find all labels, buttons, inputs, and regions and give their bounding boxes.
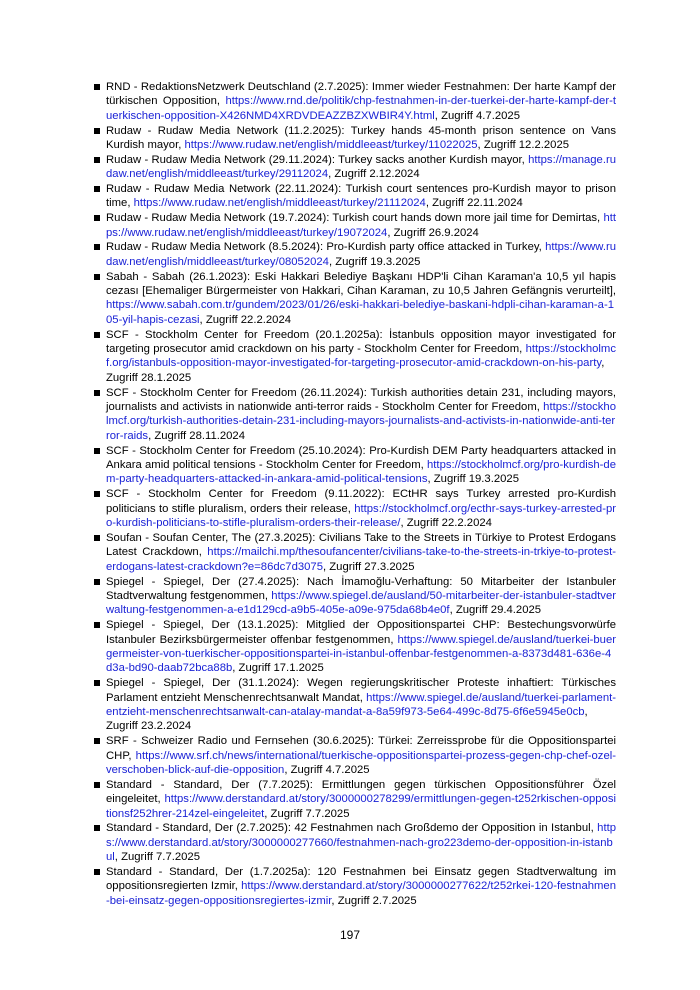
reference-item: RND - RedaktionsNetzwerk Deutschland (2.7.2025): Immer wieder Festnahmen: Der harte Kampf der türkischen Opposition, https://www.rnd.de/politik/chp-festnahmen-in-der-tuerkei-der-harte-kampf-der-tuerkischen-opposition-X426NMD4XRDVDEAZZBZXWBIR4Y.html, Zugriff 4.7.2025 [94,80,616,123]
reference-item: Spiegel - Spiegel, Der (13.1.2025): Mitglied der Oppositionspartei CHP: Bestechungsvorwürfe Istanbuler Bezirksbürgermeister offenbar festgenommen, https://www.spiegel.de/ausland/tuerkei-buergermeister-von-tuerkischer-oppositionspartei-in-istanbul-offenbar-festgenommen-a-8373d481-636e-4d3a-bd90-daab72bca88b, Zugriff 17.1.2025 [94,618,616,676]
bullet-icon [94,622,100,628]
reference-link[interactable]: https://www.derstandard.at/story/3000000278299/ermittlungen-gegen-t252rkischen-oppositionsf252hrer-214zel-eingeleitet [106,793,616,820]
access-date: Zugriff 22.2.2024 [205,313,292,326]
access-date: Zugriff 7.7.2025 [121,851,201,864]
reference-link[interactable]: https://stockholmcf.org/turkish-authorities-detain-231-including-mayors-journalists-and-activists-in-nationwide-anti-terror-raids [106,401,616,442]
reference-text: Rudaw - Rudaw Media Network (29.11.2024): Turkey sacks another Kurdish mayor, [106,153,525,166]
access-date: Zugriff 28.1.2025 [106,371,192,384]
reference-link[interactable]: https://manage.rudaw.net/english/middleeast/turkey/29112024 [106,153,617,181]
reference-item: Sabah - Sabah (26.1.2023): Eski Hakkari Belediye Başkanı HDP'li Cihan Karaman'a 10,5 yıl hapis cezası [Ehemaliger Bürgermeister von Hakkari, Cihan Karaman, zu 10,5 Jahren Gefängnis verurteilt], https://www.sabah.com.tr/gundem/2023/01/26/eski-hakkari-belediye-baskani-hdpli-cihan-karaman-a-105-yil-hapis-cezasi, Zugriff 22.2.2024 [94,270,616,328]
reference-link[interactable]: https://www.rudaw.net/english/middleeast/turkey/08052024 [106,241,617,268]
reference-link[interactable]: https://www.rudaw.net/english/middleeast/turkey/21112024 [133,197,426,210]
reference-item: SCF - Stockholm Center for Freedom (25.10.2024): Pro-Kurdish DEM Party headquarters attacked in Ankara amid political tensions - Stockholm Center for Freedom, https://stockholmcf.org/pro-kurdish-dem-party-headquarters-attacked-in-ankara-amid-political-tensions, Zugriff 19.3.2025 [94,444,616,487]
access-date: Zugriff 22.11.2024 [432,197,523,210]
reference-text: Standard - Standard, Der (1.7.2025a): 120 Festnahmen bei Einsatz gegen Stadtverwaltung im oppositionsregierten Izmir, [106,865,616,893]
reference-item: SCF - Stockholm Center for Freedom (20.1.2025a): İstanbuls opposition mayor investigated for targeting prosecutor amid crackdown on his party - Stockholm Center for Freedom, https://stockholmcf.org/istanbuls-opposition-mayor-investigated-for-targeting-prosecutor-amid-crackdown-on-his-party, Zugriff 28.1.2025 [94,328,616,386]
access-date: Zugriff 23.2.2024 [106,720,192,733]
bullet-icon [94,579,100,585]
reference-item: Standard - Standard, Der (7.7.2025): Ermittlungen gegen türkischen Oppositionsführer Özel eingeleitet, https://www.derstandard.at/story/3000000278299/ermittlungen-gegen-t252rkischen-oppositionsf252hrer-214zel-eingeleitet, Zugriff 7.7.2025 [94,778,616,821]
reference-link[interactable]: https://www.rudaw.net/english/middleeast/turkey/11022025 [184,139,478,152]
reference-text: SCF - Stockholm Center for Freedom (9.11.2022): ECtHR says Turkey arrested pro-Kurdish politicians to stifle pluralism, orders their release, [106,488,616,515]
reference-link[interactable]: https://www.sabah.com.tr/gundem/2023/01/26/eski-hakkari-belediye-baskani-hdpli-cihan-karaman-a-105-yil-hapis-cezasi [106,299,614,326]
reference-text: SCF - Stockholm Center for Freedom (25.10.2024): Pro-Kurdish DEM Party headquarters attacked in Ankara amid political tensions - Stockholm Center for Freedom, [106,444,616,472]
access-date: Zugriff 28.11.2024 [154,429,245,442]
reference-text: Spiegel - Spiegel, Der (31.1.2024): Wegen regierungskritischer Proteste inhaftiert: Türkisches Parlament entzieht Menschenrechtsanwalt Mandat, [106,677,616,704]
reference-link[interactable]: https://mailchi.mp/thesoufancenter/civilians-take-to-the-streets-in-trkiye-to-protest-erdogans-latest-crackdown?e=86dc7d3075 [106,546,617,573]
reference-item: SCF - Stockholm Center for Freedom (26.11.2024): Turkish authorities detain 231, including mayors, journalists and activists in nationwide anti-terror raids - Stockholm Center for Freedom, https://stockholmcf.org/turkish-authorities-detain-231-including-mayors-journalists-and-activists-in-nationwide-anti-terror-raids, Zugriff 28.11.2024 [94,386,616,444]
reference-link[interactable]: https://stockholmcf.org/pro-kurdish-dem-party-headquarters-attacked-in-ankara-amid-political-tensions [106,459,617,486]
access-date: Zugriff 17.1.2025 [238,662,324,675]
reference-item: Rudaw - Rudaw Media Network (11.2.2025): Turkey hands 45-month prison sentence on Vans Kurdish mayor, https://www.rudaw.net/english/middleeast/turkey/11022025, Zugriff 12.2.2025 [94,124,616,153]
reference-text: RND - RedaktionsNetzwerk Deutschland (2.7.2025): Immer wieder Festnahmen: Der harte Kampf der türkischen Opposition, [106,81,616,108]
reference-item: Spiegel - Spiegel, Der (31.1.2024): Wegen regierungskritischer Proteste inhaftiert: Türkisches Parlament entzieht Menschenrechtsanwalt Mandat, https://www.spiegel.de/ausland/tuerkei-parlament-entzieht-menschenrechtsanwalt-can-atalay-mandat-a-8a59f973-5e64-499c-8d75-6f6e5945e0cb, Zugriff 23.2.2024 [94,676,616,734]
bullet-icon [94,390,100,396]
bullet-icon [94,84,100,90]
bullet-icon [94,332,100,338]
reference-item: Rudaw - Rudaw Media Network (22.11.2024): Turkish court sentences pro-Kurdish mayor to prison time, https://www.rudaw.net/english/middleeast/turkey/21112024, Zugriff 22.11.2024 [94,182,616,211]
bullet-icon [94,491,100,497]
bullet-icon [94,215,100,221]
access-date: Zugriff 22.2.2024 [406,517,492,530]
reference-text: Rudaw - Rudaw Media Network (8.5.2024): Pro-Kurdish party office attacked in Turkey, [106,241,542,254]
bullet-icon [94,825,100,831]
bullet-icon [94,128,100,134]
reference-link[interactable]: https://www.rnd.de/politik/chp-festnahmen-in-der-tuerkei-der-harte-kampf-der-tuerkischen-opposition-X426NMD4XRDVDEAZZBZXWBIR4Y.html [106,95,616,122]
bullet-icon [94,186,100,192]
bullet-icon [94,448,100,454]
reference-item: Rudaw - Rudaw Media Network (8.5.2024): Pro-Kurdish party office attacked in Turkey, https://www.rudaw.net/english/middleeast/turkey/08052024, Zugriff 19.3.2025 [94,240,616,269]
reference-text: SRF - Schweizer Radio und Fernsehen (30.6.2025): Türkei: Zerreissprobe für die Oppositionspartei CHP, [106,735,616,762]
reference-text: Standard - Standard, Der (7.7.2025): Ermittlungen gegen türkischen Oppositionsführer Özel eingeleitet, [106,778,616,806]
reference-item: Standard - Standard, Der (1.7.2025a): 120 Festnahmen bei Einsatz gegen Stadtverwaltung im oppositionsregierten Izmir, https://www.derstandard.at/story/3000000277622/t252rkei-120-festnahmen-bei-einsatz-gegen-oppositionsregiertes-izmir, Zugriff 2.7.2025 [94,865,616,908]
reference-link[interactable]: https://www.spiegel.de/ausland/tuerkei-parlament-entzieht-menschenrechtsanwalt-can-atalay-mandat-a-8a59f973-5e64-499c-8d75-6f6e5945e0cb [106,691,617,718]
reference-link[interactable]: https://www.rudaw.net/english/middleeast/turkey/19072024 [106,212,616,239]
reference-link[interactable]: https://www.spiegel.de/ausland/50-mitarbeiter-der-istanbuler-stadtverwaltung-festgenommen-a-e1d129cd-a9b5-405e-a09e-975da68b4e0f [106,589,617,617]
reference-text: Soufan - Soufan Center, The (27.3.2025): Civilians Take to the Streets in Türkiye to Protest Erdogans Latest Crackdown, [106,531,616,559]
reference-link[interactable]: https://www.derstandard.at/story/3000000277660/festnahmen-nach-gro223demo-der-opposition-in-istanbul [106,822,616,864]
access-date: Zugriff 19.3.2025 [433,473,519,486]
reference-link[interactable]: https://stockholmcf.org/istanbuls-opposition-mayor-investigated-for-targeting-prosecutor-amid-crackdown-on-his-party [106,343,616,370]
access-date: Zugriff 7.7.2025 [270,807,350,820]
bullet-icon [94,274,100,280]
reference-item: Rudaw - Rudaw Media Network (19.7.2024): Turkish court hands down more jail time for Demirtas, https://www.rudaw.net/english/middleeast/turkey/19072024, Zugriff 26.9.2024 [94,211,616,240]
reference-list [94,80,616,909]
bullet-icon [94,869,100,875]
bullet-icon [94,157,100,163]
reference-text: SCF - Stockholm Center for Freedom (26.11.2024): Turkish authorities detain 231, including mayors, journalists and activists in nationwide anti-terror raids - Stockholm Center for Freedom, [106,386,616,414]
bullet-icon [94,782,100,788]
reference-item: Soufan - Soufan Center, The (27.3.2025): Civilians Take to the Streets in Türkiye to Protest Erdogans Latest Crackdown, https://mailchi.mp/thesoufancenter/civilians-take-to-the-streets-in-trkiye-to-protest-erdogans-latest-crackdown?e=86dc7d3075, Zugriff 27.3.2025 [94,531,616,574]
reference-item: SRF - Schweizer Radio und Fernsehen (30.6.2025): Türkei: Zerreissprobe für die Oppositionspartei CHP, https://www.srf.ch/news/international/tuerkische-oppositionspartei-prozess-gegen-chp-chef-ozel-verschoben-blick-auf-die-opposition, Zugriff 4.7.2025 [94,734,616,777]
access-date: Zugriff 27.3.2025 [329,560,415,573]
reference-text: Spiegel - Spiegel, Der (13.1.2025): Mitglied der Oppositionspartei CHP: Bestechungsvorwürfe Istanbuler Bezirksbürgermeister offenbar festgenommen, [106,619,616,646]
reference-text: Rudaw - Rudaw Media Network (19.7.2024): Turkish court hands down more jail time for Demirtas, [106,212,601,225]
reference-link[interactable]: https://www.srf.ch/news/international/tuerkische-oppositionspartei-prozess-gegen-chp-chef-ozel-verschoben-blick-auf-die-opposition [106,749,616,776]
reference-item: SCF - Stockholm Center for Freedom (9.11.2022): ECtHR says Turkey arrested pro-Kurdish politicians to stifle pluralism, orders their release, https://stockholmcf.org/ecthr-says-turkey-arrested-pro-kurdish-politicians-to-stifle-pluralism-orders-their-release/, Zugriff 22.2.2024 [94,487,616,530]
reference-text: Sabah - Sabah (26.1.2023): Eski Hakkari Belediye Başkanı HDP'li Cihan Karaman'a 10,5 yıl hapis cezası [Ehemaliger Bürgermeister von Hakkari, Cihan Karaman, zu 10,5 Jahren Gefängnis verurteilt], [106,270,616,298]
access-date: Zugriff 12.2.2025 [483,139,570,152]
access-date: Zugriff 19.3.2025 [335,255,421,268]
access-date: Zugriff 29.4.2025 [455,604,542,617]
access-date: Zugriff 2.7.2025 [337,894,417,907]
access-date: Zugriff 4.7.2025 [290,763,370,776]
reference-text: Standard - Standard, Der (2.7.2025): 42 Festnahmen nach Großdemo der Opposition in Istanbul, [106,822,594,835]
access-date: Zugriff 2.12.2024 [334,168,420,181]
bullet-icon [94,244,100,250]
access-date: Zugriff 26.9.2024 [393,226,479,239]
access-date: Zugriff 4.7.2025 [441,109,520,122]
reference-text: Rudaw - Rudaw Media Network (11.2.2025): Turkey hands 45-month prison sentence on Vans Kurdish mayor, [106,124,616,152]
reference-item: Standard - Standard, Der (2.7.2025): 42 Festnahmen nach Großdemo der Opposition in Istanbul, https://www.derstandard.at/story/3000000277660/festnahmen-nach-gro223demo-der-opposition-in-istanbul, Zugriff 7.7.2025 [94,821,616,864]
reference-link[interactable]: https://www.derstandard.at/story/3000000277622/t252rkei-120-festnahmen-bei-einsatz-gegen-oppositionsregiertes-izmir [106,880,616,907]
reference-text: SCF - Stockholm Center for Freedom (20.1.2025a): İstanbuls opposition mayor investigated for targeting prosecutor amid crackdown on his party - Stockholm Center for Freedom, [106,328,616,356]
reference-text: Spiegel - Spiegel, Der (27.4.2025): Nach İmamoğlu-Verhaftung: 50 Mitarbeiter der Istanbuler Stadtverwaltung festgenommen, [106,575,616,602]
reference-link[interactable]: https://stockholmcf.org/ecthr-says-turkey-arrested-pro-kurdish-politicians-to-stifle-pluralism-orders-their-release/ [106,502,616,530]
bullet-icon [94,535,100,541]
reference-link[interactable]: https://www.spiegel.de/ausland/tuerkei-buergermeister-von-tuerkischer-oppositionspartei-in-istanbul-offenbar-festgenommen-a-8373d481-636e-4d3a-bd90-daab72bca88b [106,633,617,675]
reference-item: Spiegel - Spiegel, Der (27.4.2025): Nach İmamoğlu-Verhaftung: 50 Mitarbeiter der Istanbuler Stadtverwaltung festgenommen, https://www.spiegel.de/ausland/50-mitarbeiter-der-istanbuler-stadtverwaltung-festgenommen-a-e1d129cd-a9b5-405e-a09e-975da68b4e0f, Zugriff 29.4.2025 [94,575,616,618]
page-number: 197 [339,928,361,942]
reference-item: Rudaw - Rudaw Media Network (29.11.2024): Turkey sacks another Kurdish mayor, https://manage.rudaw.net/english/middleeast/turkey/29112024, Zugriff 2.12.2024 [94,153,616,182]
reference-text: Rudaw - Rudaw Media Network (22.11.2024): Turkish court sentences pro-Kurdish mayor to prison time, [106,183,616,210]
bullet-icon [94,680,100,686]
bullet-icon [94,738,100,744]
